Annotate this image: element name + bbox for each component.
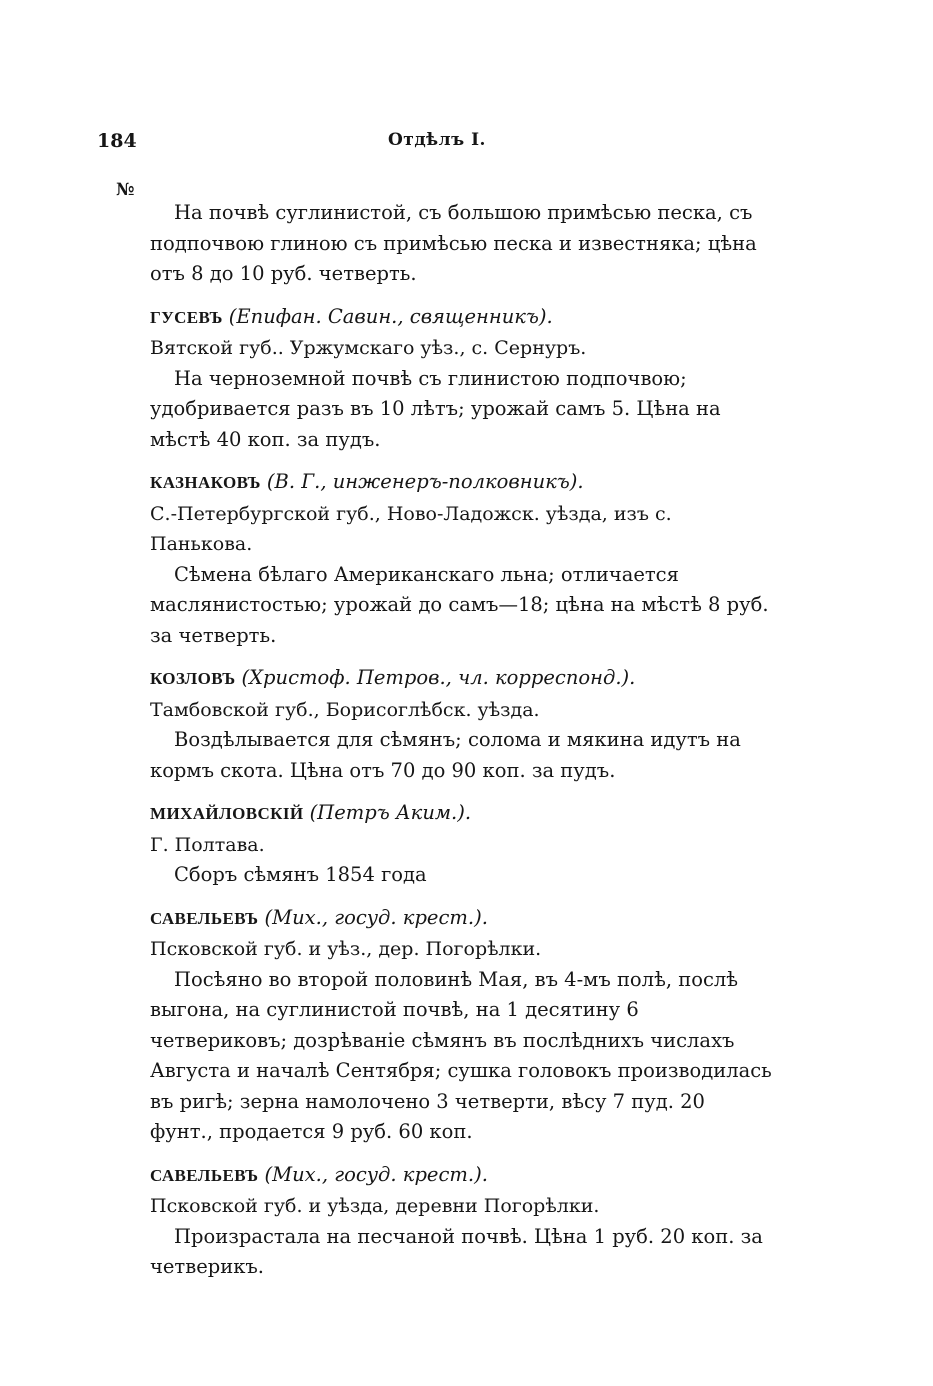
entry-text: На черноземной почвѣ съ глинистою подпочвою; удобривается разъ въ 10 лѣтъ; урожай самъ 5. Цѣна на мѣстѣ 40 коп. за пудъ. <box>150 366 721 451</box>
entry-text: Произрастала на песчаной почвѣ. Цѣна 1 руб. 20 коп. за четверикъ. <box>150 1224 763 1278</box>
entry-details: (В. Г., инженеръ-полковникъ). <box>266 470 584 493</box>
entry-gusev <box>150 302 774 456</box>
entry-kaznakov <box>150 467 774 651</box>
entry-place: Тамбовской губ., Борисоглѣбск. уѣзда. <box>150 698 540 721</box>
entry-place: С.-Петербургской губ., Ново-Ладожск. уѣзда, изъ с. Панькова. <box>150 502 672 555</box>
entry-place: Вятской губ.. Уржумскаго уѣз., с. Сернуръ. <box>150 337 587 359</box>
intro-paragraph: На почвѣ суглинистой, съ большою примѣсью песка, съ подпочвою глиною съ примѣсью песка и известняка; цѣна отъ 8 до 10 руб. четверть. <box>150 201 757 285</box>
entry-title <box>150 903 774 935</box>
entry-title <box>150 1160 774 1192</box>
entry-surname: САВЕЛЬЕВЪ <box>150 908 259 928</box>
entry-details: (Мих., госуд. крест.). <box>264 905 488 929</box>
entry-text: Сборъ сѣмянъ 1854 года <box>174 863 427 886</box>
entry-text: Воздѣлывается для сѣмянъ; солома и мякина идутъ на кормъ скота. Цѣна отъ 70 до 90 коп. за пудъ. <box>150 728 741 782</box>
entry-mikhailovsky <box>150 798 774 891</box>
entry-details: (Петръ Аким.). <box>309 801 472 824</box>
entry-surname: КОЗЛОВЪ <box>150 669 236 688</box>
entry-saveliev-1 <box>150 903 774 1148</box>
entry-title <box>150 798 774 830</box>
page-body <box>150 198 774 1283</box>
entry-details: (Мих., госуд. крест.). <box>264 1162 488 1186</box>
entry-saveliev-2 <box>150 1160 774 1283</box>
running-head: Отдѣлъ I. <box>388 130 486 150</box>
entry-title <box>150 302 774 334</box>
entry-text: Сѣмена бѣлаго Американскаго льна; отличается маслянистостью; урожай до самъ—18; цѣна на мѣстѣ 8 руб. за четверть. <box>150 562 769 647</box>
entry-text: Посѣяно во второй половинѣ Мая, въ 4-мъ полѣ, послѣ выгона, на суглинистой почвѣ, на 1 десятину 6 четвериковъ; дозрѣваніе сѣмянъ въ послѣднихъ числахъ Августа и началѣ Сентября; сушка головокъ производилась въ ригѣ; зерна намолочено 3 четверти, вѣсу 7 пуд. 20 фунт., продается 9 руб. 60 коп. <box>150 967 772 1143</box>
entry-place: Г. Полтава. <box>150 833 265 856</box>
entry-surname: ГУСЕВЪ <box>150 307 223 327</box>
entry-place: Псковской губ. и уѣзда, деревни Погорѣлки. <box>150 1195 600 1217</box>
entry-surname: КАЗНАКОВЪ <box>150 473 261 492</box>
entry-title <box>150 663 774 695</box>
entry-details: (Христоф. Петров., чл. корреспонд.). <box>241 666 636 689</box>
entry-title <box>150 467 774 499</box>
entry-surname: САВЕЛЬЕВЪ <box>150 1165 259 1185</box>
entry-details: (Епифан. Савин., священникъ). <box>228 304 553 328</box>
entry-surname: МИХАЙЛОВСКІЙ <box>150 804 304 823</box>
entry-kozlov <box>150 663 774 786</box>
page-number: 184 <box>97 130 137 152</box>
entry-place: Псковской губ. и уѣз., дер. Погорѣлки. <box>150 938 542 960</box>
number-mark: № <box>116 180 135 200</box>
